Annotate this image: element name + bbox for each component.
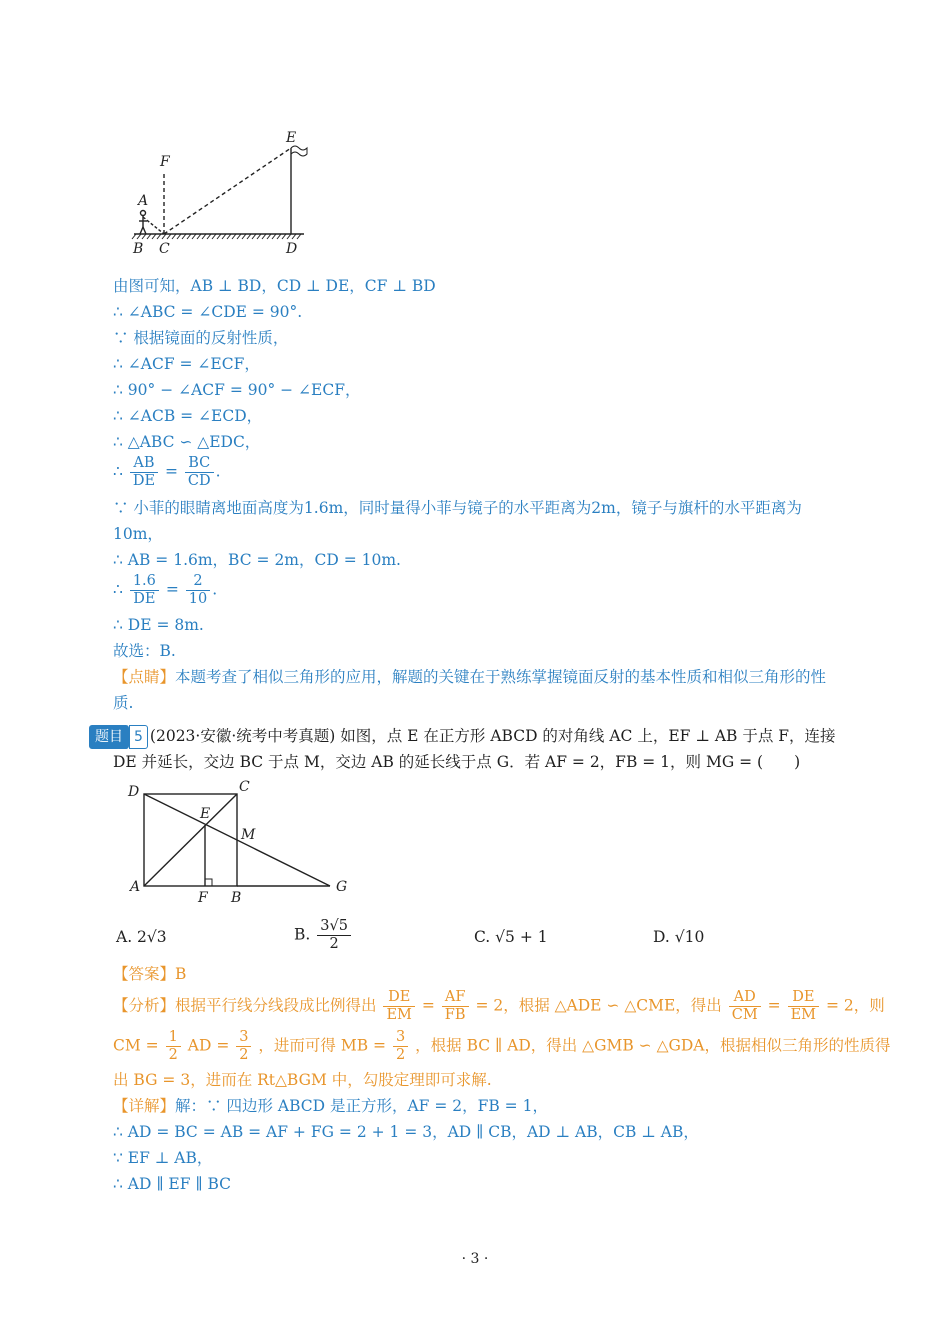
- solution-line: ∴ ∠ACB = ∠ECD，: [113, 407, 263, 425]
- analysis-line: CM = $\frac{1}{2}$ AD = $\frac{3}{2}$ ，进而可得 MB = $\frac{3}{2}$ ，根据 BC ∥ AD，得出 △GMB ∽ △GDA，根据相似三角形的性质得: [113, 1029, 891, 1063]
- option-a[interactable]: A. 2√3: [116, 928, 167, 946]
- ratio-line: ∴ $\frac{AB}{DE}$ = $\frac{BC}{CD}$ .: [113, 455, 221, 489]
- option-d[interactable]: D. √10: [653, 928, 705, 946]
- solution-line: ∴ 90° − ∠ACF = 90° − ∠ECF，: [113, 381, 361, 399]
- mirror-reflection-figure: [128, 124, 308, 259]
- label-M: M: [241, 827, 256, 843]
- page-number: · 3 ·: [461, 1251, 489, 1267]
- label-C: C: [159, 241, 170, 257]
- detail-line: ∵ EF ⊥ AB，: [113, 1149, 213, 1167]
- label-D: D: [286, 241, 298, 257]
- option-b[interactable]: B. $\frac{3√5}{2}$: [294, 918, 353, 953]
- ratio2-line: ∴ $\frac{1.6}{DE}$ = $\frac{2}{10}$ .: [113, 573, 218, 607]
- analysis-label: 【分析】: [113, 996, 176, 1015]
- label-G: G: [336, 879, 348, 895]
- option-c[interactable]: C. √5 + 1: [474, 928, 548, 946]
- solution-line: ∴ ∠ABC = ∠CDE = 90°.: [113, 303, 303, 321]
- question-number: 5: [129, 725, 148, 749]
- analysis-line: 出 BG = 3，进而在 Rt△BGM 中，勾股定理即可求解.: [113, 1071, 492, 1089]
- result-line: ∴ DE = 8m.: [113, 616, 204, 634]
- choice-line: 故选：B.: [113, 642, 176, 660]
- solution-line: 由图可知，AB ⊥ BD，CD ⊥ DE，CF ⊥ BD: [113, 277, 436, 295]
- comment-line: 【点睛】本题考查了相似三角形的应用，解题的关键在于熟练掌握镜面反射的基本性质和相似三角形的性: [113, 668, 827, 686]
- label-B: B: [133, 241, 144, 257]
- values-line: ∴ AB = 1.6m，BC = 2m，CD = 10m.: [113, 551, 401, 569]
- detail-line: ∴ AD ∥ EF ∥ BC: [113, 1175, 232, 1193]
- question-5-line: DE 并延长，交边 BC 于点 M，交边 AB 的延长线于点 G．若 AF = 2，FB = 1，则 MG = ( ): [113, 753, 801, 771]
- detail-line: ∴ AD = BC = AB = AF + FG = 2 + 1 = 3，AD ∥ CB，AD ⊥ AB，CB ⊥ AB，: [113, 1123, 699, 1141]
- detail-label: 【详解】: [113, 1097, 176, 1115]
- label-A: A: [138, 193, 149, 209]
- question-5-header: 题目 5 (2023·安徽·统考中考真题) 如图，点 E 在正方形 ABCD 的对角线 AC 上，EF ⊥ AB 于点 F，连接: [89, 725, 836, 749]
- comment-line: 质.: [113, 694, 134, 712]
- given-line: ∵ 小菲的眼睛离地面高度为1.6m，同时量得小菲与镜子的水平距离为2m，镜子与旗杆的水平距离为: [113, 499, 802, 517]
- label-B: B: [231, 890, 242, 906]
- label-E: E: [200, 806, 211, 822]
- label-A: A: [130, 879, 141, 895]
- comment-label: 【点睛】: [113, 668, 176, 686]
- question-tag: 题目: [89, 725, 129, 749]
- answer-line: 【答案】B: [113, 965, 187, 983]
- square-diagonal-figure: [120, 774, 360, 908]
- label-E: E: [286, 130, 297, 146]
- solution-line: ∴ ∠ACF = ∠ECF，: [113, 355, 260, 373]
- analysis-line: 【分析】根据平行线分线段成比例得出 $\frac{DE}{EM}$ = $\frac{AF}{FB}$ = 2，根据 △ADE ∽ △CME，得出 $\frac{AD}{CM}$ = $\frac{DE}{EM}$ = 2，则: [113, 989, 885, 1023]
- given-line: 10m，: [113, 525, 163, 543]
- label-F: F: [160, 154, 170, 170]
- label-F: F: [198, 890, 208, 906]
- label-C: C: [239, 779, 250, 795]
- solution-line: ∵ 根据镜面的反射性质，: [113, 329, 289, 347]
- detail-line: 【详解】解：∵ 四边形 ABCD 是正方形，AF = 2，FB = 1，: [113, 1097, 548, 1115]
- solution-line: ∴ △ABC ∽ △EDC，: [113, 433, 261, 451]
- label-D: D: [128, 784, 140, 800]
